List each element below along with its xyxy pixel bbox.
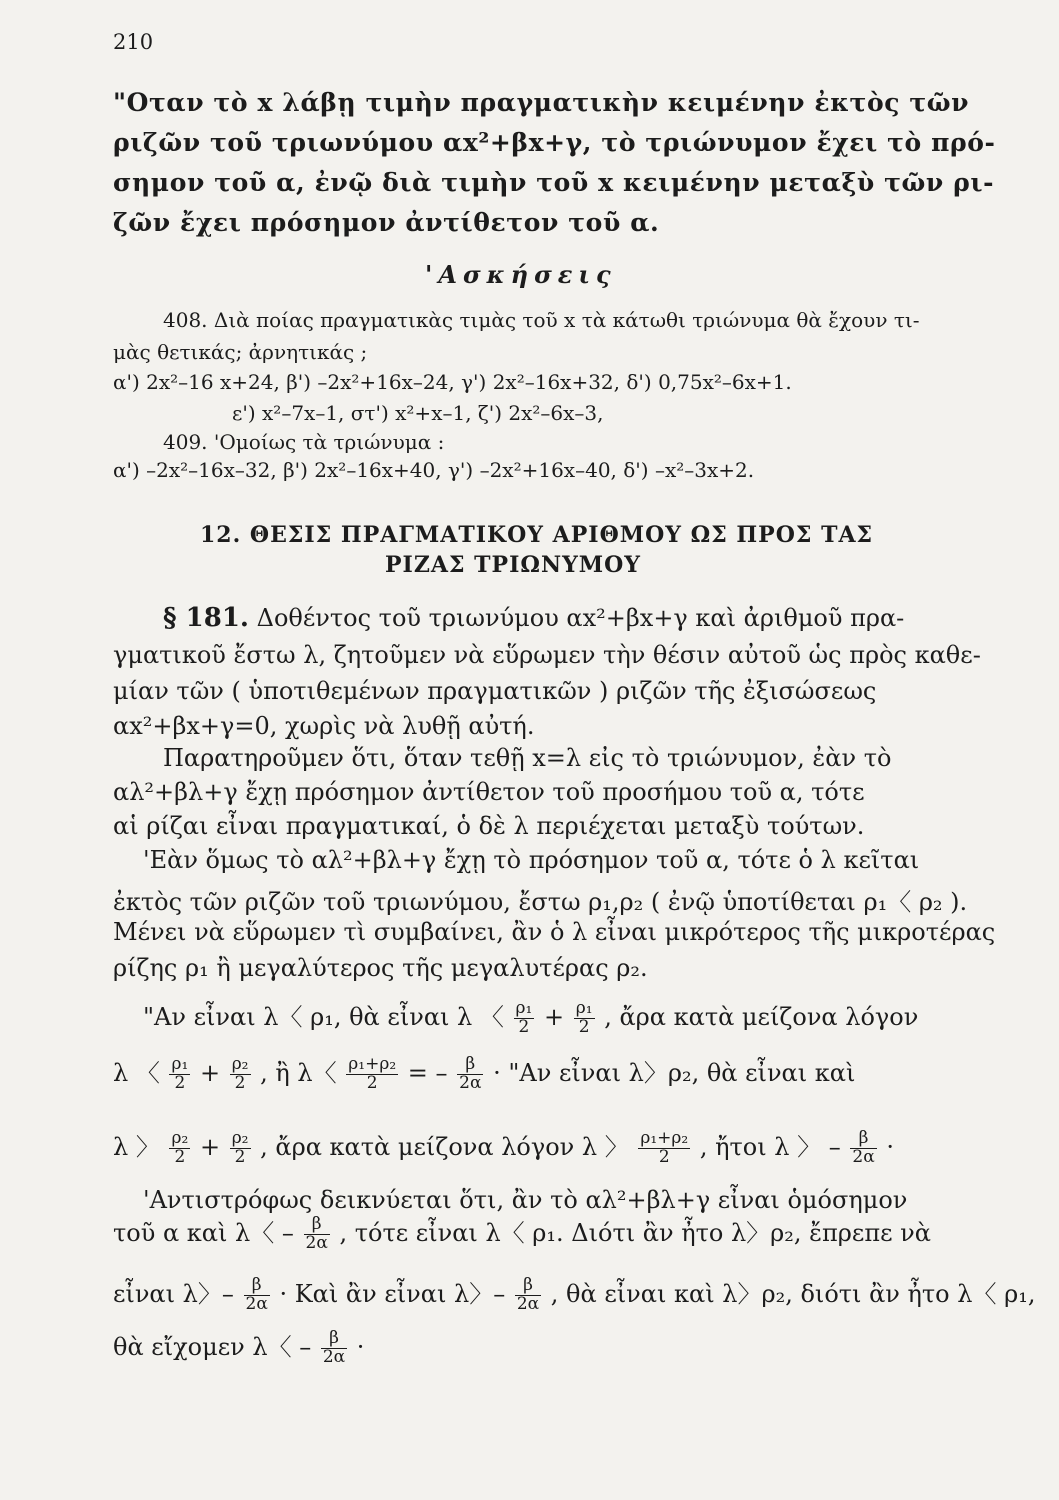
intro-line-3: σημον τοῦ α, ἐνῷ διὰ τιμὴν τοῦ x κειμένην μεταξὺ τῶν ρι-	[113, 168, 995, 197]
fraction-beta-over-2alpha: $\frac{\beta}{2\alpha}$	[322, 1328, 346, 1367]
math-line-7: θὰ εἴχομεν λ〈 – $\frac{\beta}{2\alpha}$ ·	[113, 1328, 365, 1367]
exercise-408-line-3: α') 2x²–16 x+24, β') –2x²+16x–24, γ') 2x²–16x+32, δ') 0,75x²–6x+1.	[113, 370, 792, 394]
fraction-rho1-over-2: $\frac{\text{ρ₁}}{2}$	[171, 1054, 189, 1093]
section-title-line-1: 12. ΘΕΣΙΣ ΠΡΑΓΜΑΤΙΚΟΥ ΑΡΙΘΜΟΥ ΩΣ ΠΡΟΣ ΤΑΣ	[200, 522, 874, 548]
exercises-heading: 'Ασκήσεις	[425, 260, 617, 289]
exercise-408-line-2: μὰς θετικάς; ἀρνητικάς ;	[113, 340, 368, 364]
exercise-409-line-1: 409. 'Ομοίως τὰ τριώνυμα :	[163, 430, 445, 454]
math-line-3: λ 〉 $\frac{\text{ρ₂}}{2}$ + $\frac{\text{ρ₂}}{2}$ , ἄρα κατὰ μείζονα λόγον λ 〉 $\frac{\text{ρ₁+ρ₂}}{2}$ , ἤτοι λ 〉 – $\frac{\beta}{2\alpha}$ ·	[113, 1128, 894, 1167]
math-line-2: λ 〈 $\frac{\text{ρ₁}}{2}$ + $\frac{\text{ρ₂}}{2}$ , ἢ λ〈 $\frac{\text{ρ₁+ρ₂}}{2}$ = – $\frac{\beta}{2\alpha}$ · "Αν εἶναι λ〉ρ₂, θὰ εἶναι καὶ	[113, 1054, 856, 1093]
para-181-line-7: αἱ ρίζαι εἶναι πραγματικαί, ὁ δὲ λ περιέχεται μεταξὺ τούτων.	[113, 812, 865, 840]
exercise-409-line-2: α') –2x²–16x–32, β') 2x²–16x+40, γ') –2x²+16x–40, δ') –x²–3x+2.	[113, 458, 755, 482]
math-line-5: τοῦ α καὶ λ〈 – $\frac{\beta}{2\alpha}$ , τότε εἶναι λ〈 ρ₁. Διότι ἂν ἦτο λ〉ρ₂, ἔπρεπε νὰ	[113, 1214, 931, 1253]
section-title-line-2: ΡΙΖΑΣ ΤΡΙΩΝΥΜΟΥ	[385, 552, 642, 578]
para-181-line-1: § 181. Δοθέντος τοῦ τριωνύμου αx²+βx+γ καὶ ἀριθμοῦ πρα-	[163, 603, 905, 633]
para-181-line-8: 'Εὰν ὅμως τὸ αλ²+βλ+γ ἔχῃ τὸ πρόσημον τοῦ α, τότε ὁ λ κεῖται	[143, 846, 920, 874]
fraction-rho2-over-2: $\frac{\text{ρ₂}}{2}$	[231, 1128, 249, 1167]
fraction-beta-over-2alpha: $\frac{\beta}{2\alpha}$	[459, 1054, 482, 1093]
math-line-1: "Αν εἶναι λ〈 ρ₁, θὰ εἶναι λ 〈 $\frac{\text{ρ₁}}{2}$ + $\frac{\text{ρ₁}}{2}$ , ἄρα κατὰ μείζονα λόγον	[143, 998, 919, 1037]
math-line-6: εἶναι λ〉– $\frac{\beta}{2\alpha}$ · Καὶ ἂν εἶναι λ〉– $\frac{\beta}{2\alpha}$ , θὰ εἶναι καὶ λ〉ρ₂, διότι ἂν ἦτο λ〈 ρ₁,	[113, 1275, 1036, 1314]
para-181-line-11: ρίζης ρ₁ ἢ μεγαλύτερος τῆς μεγαλυτέρας ρ₂.	[113, 954, 648, 982]
math-line-4: 'Αντιστρόφως δεικνύεται ὅτι, ἂν τὸ αλ²+βλ+γ εἶναι ὁμόσημον	[143, 1186, 908, 1214]
para-181-line-5: Παρατηροῦμεν ὅτι, ὅταν τεθῇ x=λ εἰς τὸ τριώνυμον, ἐὰν τὸ	[163, 744, 892, 772]
fraction-beta-over-2alpha: $\frac{\beta}{2\alpha}$	[245, 1275, 268, 1314]
fraction-rho-sum-over-2: $\frac{\text{ρ₁+ρ₂}}{2}$	[640, 1128, 689, 1167]
fraction-rho1-over-2: $\frac{\text{ρ₁}}{2}$	[515, 998, 533, 1037]
para-181-line-6: αλ²+βλ+γ ἔχῃ πρόσημον ἀντίθετον τοῦ προσήμου τοῦ α, τότε	[113, 778, 865, 806]
para-181-line-3: μίαν τῶν ( ὑποτιθεμένων πραγματικῶν ) ριζῶν τῆς ἐξισώσεως	[113, 677, 877, 705]
exercise-408-line-4: ε') x²–7x–1, στ') x²+x–1, ζ') 2x²–6x–3,	[232, 401, 604, 425]
fraction-rho2-over-2: $\frac{\text{ρ₂}}{2}$	[231, 1054, 249, 1093]
para-181-line-9: ἐκτὸς τῶν ριζῶν τοῦ τριωνύμου, ἔστω ρ₁,ρ₂ ( ἐνῷ ὑποτίθεται ρ₁〈 ρ₂ ).	[113, 888, 968, 916]
fraction-rho2-over-2: $\frac{\text{ρ₂}}{2}$	[171, 1128, 189, 1167]
intro-line-4: ζῶν ἔχει πρόσημον ἀντίθετον τοῦ α.	[113, 208, 660, 237]
intro-line-1: "Οταν τὸ x λάβῃ τιμὴν πραγματικὴν κειμένην ἐκτὸς τῶν	[113, 88, 970, 117]
intro-line-2: ριζῶν τοῦ τριωνύμου αx²+βx+γ, τὸ τριώνυμον ἔχει τὸ πρό-	[113, 128, 996, 157]
fraction-beta-over-2alpha: $\frac{\beta}{2\alpha}$	[852, 1128, 875, 1167]
exercise-408-line-1: 408. Διὰ ποίας πραγματικὰς τιμὰς τοῦ x τὰ κάτωθι τριώνυμα θὰ ἔχουν τι-	[163, 308, 920, 332]
fraction-rho-sum-over-2: $\frac{\text{ρ₁+ρ₂}}{2}$	[348, 1054, 397, 1093]
para-181-line-2: γματικοῦ ἔστω λ, ζητοῦμεν νὰ εὕρωμεν τὴν θέσιν αὐτοῦ ὡς πρὸς καθε-	[113, 641, 981, 669]
section-mark: § 181.	[163, 603, 249, 633]
fraction-beta-over-2alpha: $\frac{\beta}{2\alpha}$	[516, 1275, 540, 1314]
fraction-beta-over-2alpha: $\frac{\beta}{2\alpha}$	[305, 1214, 328, 1253]
fraction-rho1-over-2: $\frac{\text{ρ₁}}{2}$	[575, 998, 593, 1037]
page-number: 210	[113, 30, 154, 54]
para-181-line-10: Μένει νὰ εὕρωμεν τὶ συμβαίνει, ἂν ὁ λ εἶναι μικρότερος τῆς μικροτέρας	[113, 918, 996, 946]
para-181-line-4: αx²+βx+γ=0, χωρὶς νὰ λυθῇ αὐτή.	[113, 712, 535, 740]
